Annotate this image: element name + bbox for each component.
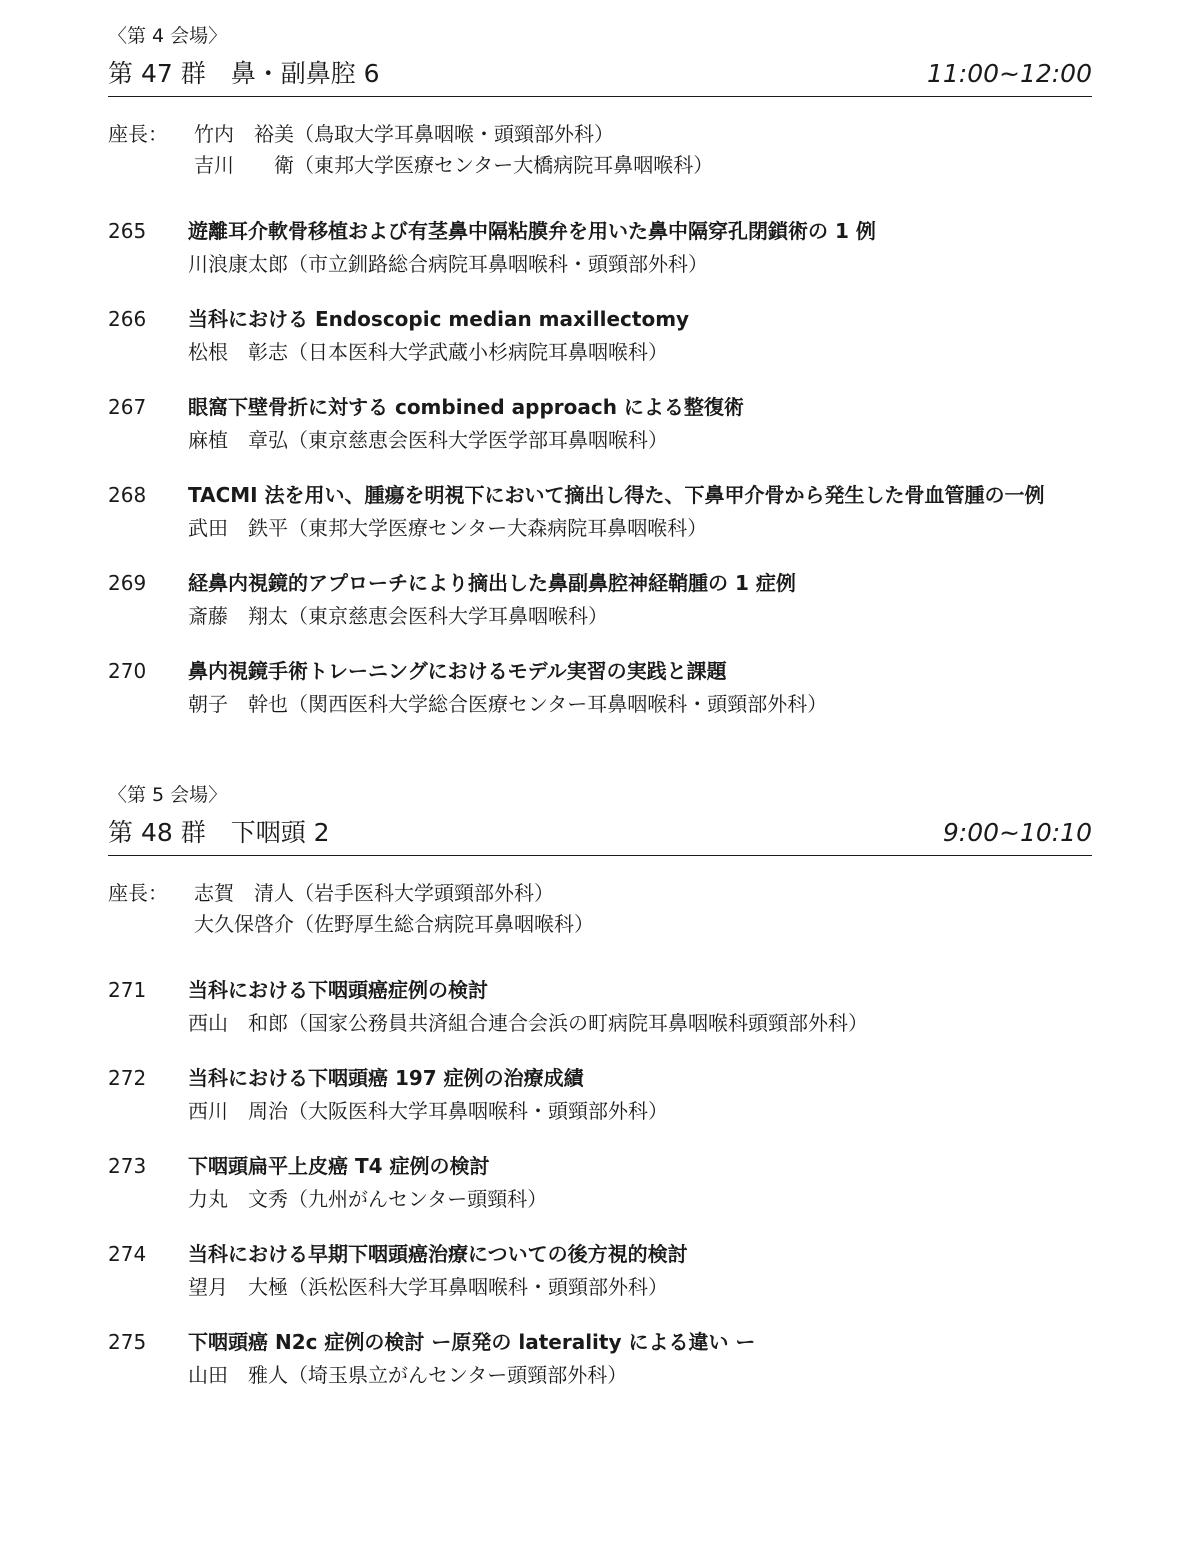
paper-author: 西山 和郎（国家公務員共済組合連合会浜の町病院耳鼻咽喉科頭頸部外科） [188, 1011, 868, 1035]
paper-title: 当科における Endoscopic median maxillectomy [188, 307, 690, 331]
paper-number: 267 [108, 395, 147, 419]
program-page [108, 22, 1092, 1392]
paper-title: 当科における下咽頭癌症例の検討 [188, 978, 488, 1002]
session-block [108, 781, 1092, 1392]
paper-item [108, 303, 1092, 369]
paper-body [188, 974, 1092, 1040]
paper-body [188, 1150, 1092, 1216]
chair-name: 吉川 衛（東邦大学医療センター大橋病院耳鼻咽喉科） [194, 153, 714, 177]
paper-author: 武田 鉄平（東邦大学医療センター大森病院耳鼻咽喉科） [188, 516, 708, 540]
paper-number: 275 [108, 1330, 147, 1354]
paper-item [108, 567, 1092, 633]
chairs [108, 119, 1092, 181]
paper-number: 274 [108, 1242, 147, 1266]
paper-body [188, 1062, 1092, 1128]
session-time: 11:00~12:00 [926, 59, 1092, 88]
session-title: 第 48 群 下咽頭 2 [108, 818, 330, 847]
chairs [108, 878, 1092, 940]
paper-number: 273 [108, 1154, 147, 1178]
paper-title: 経鼻内視鏡的アプローチにより摘出した鼻副鼻腔神経鞘腫の 1 症例 [188, 571, 796, 595]
paper-number: 265 [108, 219, 147, 243]
paper-title: 遊離耳介軟骨移植および有茎鼻中隔粘膜弁を用いた鼻中隔穿孔閉鎖術の 1 例 [188, 219, 876, 243]
paper-title: 眼窩下壁骨折に対する combined approach による整復術 [188, 395, 744, 419]
chair-name: 志賀 清人（岩手医科大学頭頸部外科） [194, 881, 554, 905]
paper-title: 当科における下咽頭癌 197 症例の治療成績 [188, 1066, 584, 1090]
session-time: 9:00~10:10 [942, 818, 1092, 847]
paper-author: 麻植 章弘（東京慈恵会医科大学医学部耳鼻咽喉科） [188, 428, 668, 452]
chair-label: 座長： [108, 881, 168, 905]
paper-body [188, 479, 1092, 545]
paper-number: 272 [108, 1066, 147, 1090]
paper-item [108, 655, 1092, 721]
paper-body [188, 655, 1092, 721]
paper-title: TACMI 法を用い、腫瘍を明視下において摘出し得た、下鼻甲介骨から発生した骨血管腫の一例 [188, 483, 1045, 507]
chair-list [194, 878, 594, 940]
paper-author: 松根 彰志（日本医科大学武蔵小杉病院耳鼻咽喉科） [188, 340, 668, 364]
paper-author: 山田 雅人（埼玉県立がんセンター頭頸部外科） [188, 1363, 628, 1387]
paper-title: 当科における早期下咽頭癌治療についての後方視的検討 [188, 1242, 688, 1266]
chair-name: 大久保啓介（佐野厚生総合病院耳鼻咽喉科） [194, 912, 594, 936]
paper-author: 西川 周治（大阪医科大学耳鼻咽喉科・頭頸部外科） [188, 1099, 668, 1123]
paper-body [188, 303, 1092, 369]
paper-title: 下咽頭癌 N2c 症例の検討 ー原発の laterality による違い ー [188, 1330, 756, 1354]
chair-label: 座長： [108, 122, 168, 146]
paper-body [188, 1238, 1092, 1304]
paper-author: 斎藤 翔太（東京慈恵会医科大学耳鼻咽喉科） [188, 604, 608, 628]
session-title: 第 47 群 鼻・副鼻腔 6 [108, 59, 380, 88]
paper-body [188, 215, 1092, 281]
paper-item [108, 215, 1092, 281]
paper-item [108, 391, 1092, 457]
venue-label: 〈第 4 会場〉 [108, 25, 228, 47]
paper-title: 下咽頭扁平上皮癌 T4 症例の検討 [188, 1154, 490, 1178]
paper-number: 266 [108, 307, 147, 331]
paper-item [108, 479, 1092, 545]
paper-number: 271 [108, 978, 147, 1002]
paper-title: 鼻内視鏡手術トレーニングにおけるモデル実習の実践と課題 [188, 659, 727, 683]
paper-author: 望月 大極（浜松医科大学耳鼻咽喉科・頭頸部外科） [188, 1275, 668, 1299]
paper-number: 270 [108, 659, 147, 683]
chair-list [194, 119, 713, 181]
paper-item [108, 1238, 1092, 1304]
venue-label: 〈第 5 会場〉 [108, 784, 228, 806]
paper-number: 268 [108, 483, 147, 507]
paper-item [108, 974, 1092, 1040]
paper-author: 朝子 幹也（関西医科大学総合医療センター耳鼻咽喉科・頭頸部外科） [188, 692, 828, 716]
paper-body [188, 391, 1092, 457]
paper-body [188, 1326, 1092, 1392]
paper-author: 力丸 文秀（九州がんセンター頭頸科） [188, 1187, 548, 1211]
paper-item [108, 1062, 1092, 1128]
paper-number: 269 [108, 571, 147, 595]
paper-body [188, 567, 1092, 633]
session-block [108, 22, 1092, 721]
paper-author: 川浪康太郎（市立釧路総合病院耳鼻咽喉科・頭頸部外科） [188, 252, 708, 276]
session-header [108, 50, 1092, 97]
paper-item [108, 1326, 1092, 1392]
paper-item [108, 1150, 1092, 1216]
session-header [108, 809, 1092, 856]
chair-name: 竹内 裕美（鳥取大学耳鼻咽喉・頭頸部外科） [194, 122, 614, 146]
